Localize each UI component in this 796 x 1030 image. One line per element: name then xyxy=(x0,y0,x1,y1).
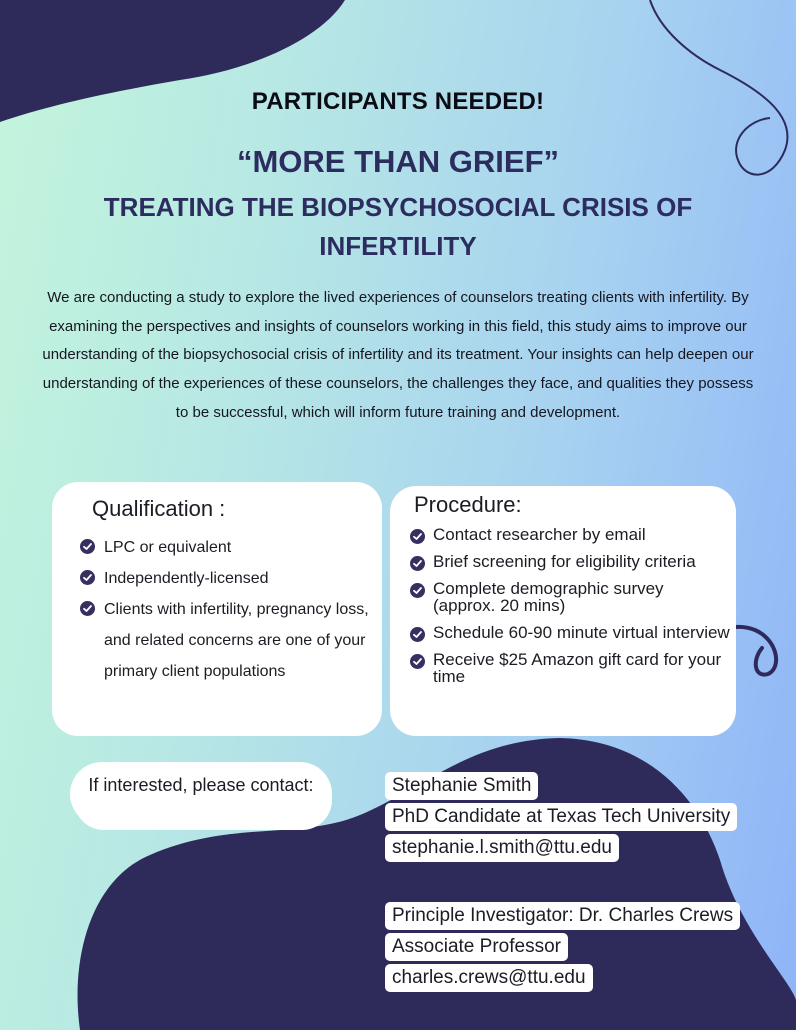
list-item xyxy=(80,594,376,687)
researcher-email[interactable]: stephanie.l.smith@ttu.edu xyxy=(385,834,619,862)
qualification-item-text: Independently-licensed xyxy=(104,570,269,587)
researcher-role: PhD Candidate at Texas Tech University xyxy=(385,803,737,831)
qualification-item-text: LPC or equivalent xyxy=(104,539,232,556)
participants-needed-heading: PARTICIPANTS NEEDED! xyxy=(251,88,545,115)
investigator-contact xyxy=(385,902,740,995)
procedure-item-text: Schedule 60-90 minute virtual interview xyxy=(433,623,730,642)
contact-prompt: If interested, please contact: xyxy=(88,775,314,795)
procedure-title: Procedure: xyxy=(414,492,522,517)
procedure-list xyxy=(410,526,730,695)
check-circle-icon xyxy=(80,539,95,554)
investigator-name: Principle Investigator: Dr. Charles Crews xyxy=(385,902,740,930)
qualification-title: Qualification : xyxy=(92,496,226,521)
procedure-item-text: Complete demographic survey (approx. 20 mins) xyxy=(433,579,664,615)
study-title: “MORE THAN GRIEF” xyxy=(236,144,560,179)
list-item xyxy=(410,553,730,570)
list-item xyxy=(80,532,376,563)
contact-prompt-bubble xyxy=(70,762,332,826)
check-circle-icon xyxy=(410,583,425,598)
study-description: We are conducting a study to explore the lived experiences of counselors treating clients with infertility. By examining the perspectives and insights of counselors working in this field, this study aims to improve our understanding of the biopsychosocial crisis of infertility and its treatment. Your insights can help deepen our understanding of the experiences of these counselors, the challenges they face, and qualities they possess to be successful, which will inform future training and development. xyxy=(42,289,754,421)
qualification-card xyxy=(52,482,382,736)
check-circle-icon xyxy=(410,529,425,544)
list-item xyxy=(80,563,376,594)
check-circle-icon xyxy=(80,601,95,616)
researcher-contact xyxy=(385,772,737,865)
researcher-name: Stephanie Smith xyxy=(385,772,538,800)
list-item xyxy=(410,624,730,641)
check-circle-icon xyxy=(410,627,425,642)
qualification-item-text: Clients with infertility, pregnancy loss, and related concerns are one of your primary client populations xyxy=(104,601,369,680)
check-circle-icon xyxy=(410,556,425,571)
procedure-item-text: Receive $25 Amazon gift card for your time xyxy=(433,650,722,686)
procedure-card xyxy=(390,486,736,736)
qualification-list xyxy=(80,532,376,687)
investigator-email[interactable]: charles.crews@ttu.edu xyxy=(385,964,593,992)
check-circle-icon xyxy=(80,570,95,585)
procedure-item-text: Contact researcher by email xyxy=(433,525,646,544)
list-item xyxy=(410,580,730,614)
study-subtitle: TREATING THE BIOPSYCHOSOCIAL CRISIS OF INFERTILITY xyxy=(103,192,693,261)
check-circle-icon xyxy=(410,654,425,669)
procedure-item-text: Brief screening for eligibility criteria xyxy=(433,552,696,571)
list-item xyxy=(410,651,730,685)
list-item xyxy=(410,526,730,543)
investigator-role: Associate Professor xyxy=(385,933,568,961)
